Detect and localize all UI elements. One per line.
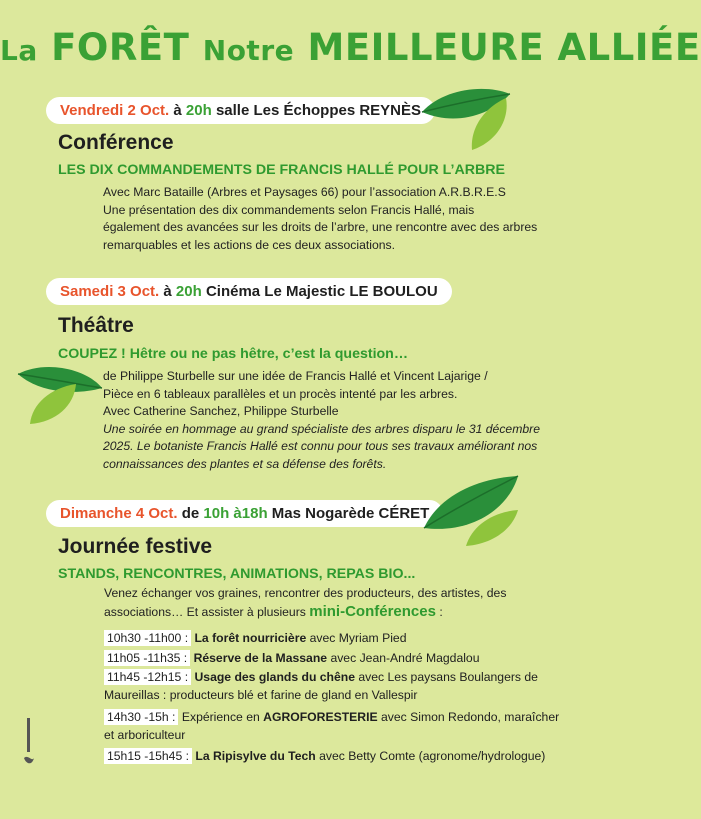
slot-speaker: avec Betty Comte (agronome/hydrologue) [319,749,546,763]
event-time: 20h [175,283,202,300]
description-line: Une présentation des dix commandements selon Francis Hallé, mais [103,202,475,217]
description-line: également des avancées sur les droits de l’arbre, une rencontre avec des arbres [103,220,538,234]
title-word: MEILLEURE ALLIÉE [307,26,701,69]
event-description [103,184,537,254]
slot-title: La forêt nourricière [194,631,307,645]
description-line: Une soirée en hommage au grand spécialiste des arbres disparu le 31 décembre [103,421,540,436]
event-date-pill [46,500,443,527]
event-connector: à [173,102,182,119]
event-venue: Mas Nogarède CÉRET [271,505,430,522]
description-line: Avec Catherine Sanchez, Philippe Sturbelle [103,404,339,418]
slot-speaker: avec Myriam Pied [309,631,407,645]
program-slot [104,630,406,648]
description-text: associations… Et assister à plusieurs [104,604,306,619]
event-venue: salle Les Échoppes REYNÈS [215,102,422,119]
program-slot [104,748,545,766]
slot-time: 15h15 -15h45 : [104,748,192,764]
event-connector: à [163,283,172,300]
slot-continuation: Maureillas : producteurs blé et farine de gland en Vallespir [104,688,418,702]
slot-prefix: Expérience en [181,710,260,724]
slot-title: La Ripisylve du Tech [195,749,316,763]
event-description [103,368,540,473]
description-text: : [439,604,443,619]
event-subtitle: LES DIX COMMANDEMENTS DE FRANCIS HALLÉ POUR L’ARBRE [58,162,505,178]
event-subtitle: COUPEZ ! Hêtre ou ne pas hêtre, c’est la question… [58,346,409,362]
title-word: FORÊT [51,26,190,69]
slot-time: 10h30 -11h00 : [104,630,191,646]
program-slot [104,650,480,668]
leaf-icon [414,84,514,152]
slot-time: 11h05 -11h35 : [104,650,190,666]
event-time: 10h à18h [203,505,268,522]
description-line: Pièce en 6 tableaux parallèles et un procès intenté par les arbres. [103,386,458,401]
event-connector: de [181,505,200,522]
leaf-icon [16,362,104,428]
event-date: Vendredi 2 Oct. [60,102,170,119]
printer-credit-mark [22,718,36,768]
program-slot [104,669,538,687]
title-word: Notre [202,34,295,67]
slot-title: Usage des glands du chêne [194,670,355,684]
title-word: La [0,34,38,67]
description-line: 2025. Le botaniste Francis Hallé est connu pour tous ses travaux améliorant nos [103,439,538,453]
description-line: connaissances des plantes et sa défense des forêts. [103,456,387,471]
event-time: 20h [185,102,212,119]
event-heading: Théâtre [58,314,134,337]
description-line: remarquables et les actions de ces deux associations. [103,237,395,252]
description-line [104,603,506,622]
description-line: Avec Marc Bataille (Arbres et Paysages 66) pour l’association A.R.B.R.E.S [103,185,506,199]
program-slot [104,709,559,727]
mini-conferences-label: mini-Conférences [309,602,436,620]
slot-time: 11h45 -12h15 : [104,669,191,685]
slot-speaker: avec Les paysans Boulangers de [358,670,538,684]
event-date: Samedi 3 Oct. [60,283,160,300]
description-line: de Philippe Sturbelle sur une idée de Francis Hallé et Vincent Lajarige / [103,369,488,383]
slot-speaker: avec Jean-André Magdalou [330,651,480,665]
slot-speaker: avec Simon Redondo, maraîcher [380,710,560,724]
slot-continuation: et arboriculteur [104,728,186,742]
event-date: Dimanche 4 Oct. [60,505,178,522]
event-heading: Journée festive [58,535,213,558]
description-line: Venez échanger vos graines, rencontrer des producteurs, des artistes, des [104,586,507,600]
event-venue: Cinéma Le Majestic LE BOULOU [205,283,438,300]
page-title [0,26,701,69]
event-date-pill [46,278,452,305]
slot-title: AGROFORESTERIE [263,710,378,724]
leaf-icon [420,472,522,548]
event-subtitle: STANDS, RENCONTRES, ANIMATIONS, REPAS BIO... [58,566,416,582]
event-heading: Conférence [58,131,174,154]
event-description [104,585,506,621]
slot-time: 14h30 -15h : [104,709,178,725]
event-date-pill [46,97,435,124]
slot-title: Réserve de la Massane [193,651,328,665]
